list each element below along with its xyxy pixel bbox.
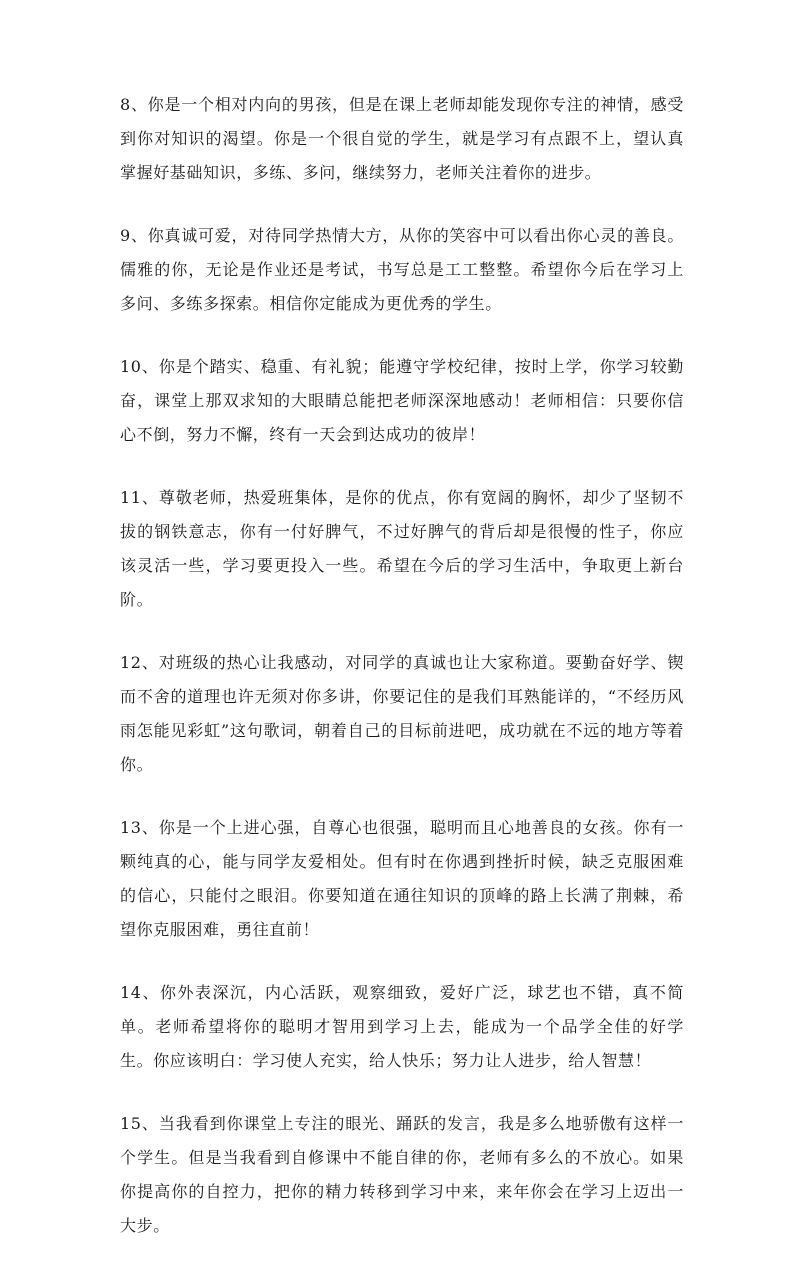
paragraph-8: 8、你是一个相对内向的男孩，但是在课上老师却能发现你专注的神情，感受到你对知识的渴望。你是一个很自觉的学生，就是学习有点跟不上，望认真掌握好基础知识，多练、多问，继续努力，老师关注着你的进步。: [120, 95, 684, 182]
paragraph-10: 10、你是个踏实、稳重、有礼貌；能遵守学校纪律，按时上学，你学习较勤奋，课堂上那双求知的大眼睛总能把老师深深地感动！老师相信：只要你信心不倒，努力不懈，终有一天会到达成功的彼岸！: [120, 357, 684, 444]
paragraph-11: 11、尊敬老师，热爱班集体，是你的优点，你有宽阔的胸怀，却少了坚韧不拔的钢铁意志，你有一付好脾气，不过好脾气的背后却是很慢的性子，你应该灵活一些，学习要更投入一些。希望在今后的学习生活中，争取更上新台阶。: [120, 488, 684, 609]
document-body: [120, 88, 684, 1272]
paragraph-14: 14、你外表深沉，内心活跃，观察细致，爱好广泛，球艺也不错，真不简单。老师希望将你的聪明才智用到学习上去，能成为一个品学全佳的好学生。你应该明白：学习使人充实，给人快乐；努力让人进步，给人智慧！: [120, 983, 684, 1070]
paragraph-13: 13、你是一个上进心强，自尊心也很强，聪明而且心地善良的女孩。你有一颗纯真的心，能与同学友爱相处。但有时在你遇到挫折时候，缺乏克服困难的信心，只能付之眼泪。你要知道在通往知识的顶峰的路上长满了荆棘，希望你克服困难，勇往直前！: [120, 818, 684, 939]
paragraph-15: 15、当我看到你课堂上专注的眼光、踊跃的发言，我是多么地骄傲有这样一个学生。但是当我看到自修课中不能自律的你，老师有多么的不放心。如果你提高你的自控力，把你的精力转移到学习中来，来年你会在学习上迈出一大步。: [120, 1114, 684, 1235]
paragraph-9: 9、你真诚可爱，对待同学热情大方，从你的笑容中可以看出你心灵的善良。儒雅的你，无论是作业还是考试，书写总是工工整整。希望你今后在学习上多问、多练多探索。相信你定能成为更优秀的学生。: [120, 226, 684, 313]
paragraph-12: 12、对班级的热心让我感动，对同学的真诚也让大家称道。要勤奋好学、锲而不舍的道理也许无须对你多讲，你要记住的是我们耳熟能详的，“不经历风雨怎能见彩虹”这句歌词，朝着自己的目标前进吧，成功就在不远的地方等着你。: [120, 653, 684, 774]
